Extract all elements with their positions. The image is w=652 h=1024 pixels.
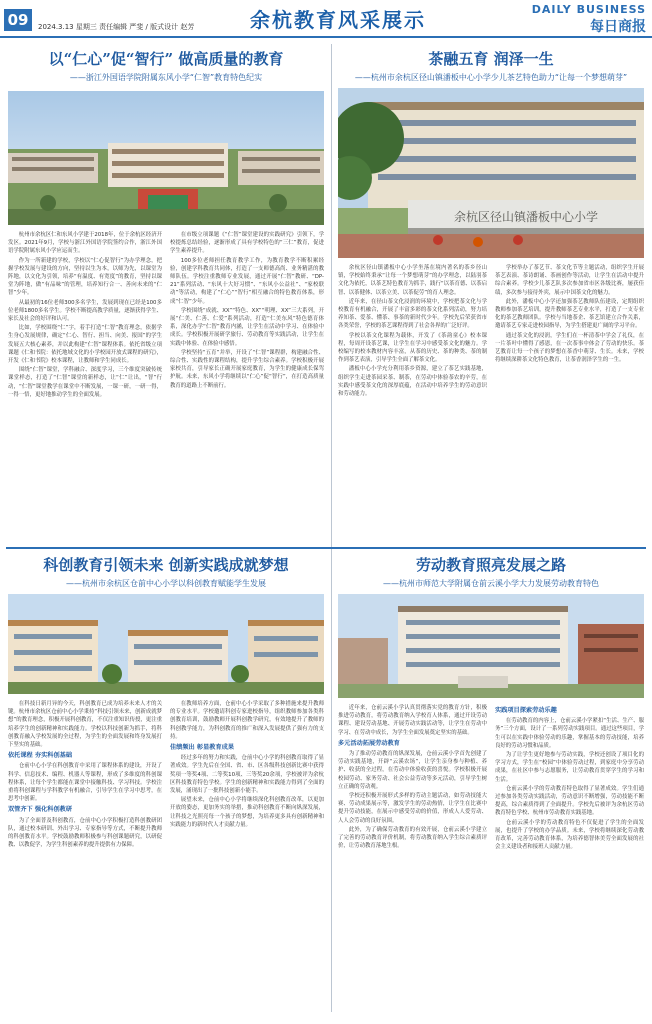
article-laodong	[338, 554, 644, 1016]
body-column	[170, 700, 324, 850]
body-column	[170, 231, 324, 400]
body-paragraph: 此外，潘板中心小学还加强茶艺教师队伍建设，定期组织教师参加茶艺培训，提升教师茶艺专业水平，打造了一支专业化的茶艺教师团队。学校与当地茶企、茶艺馆建立合作关系，邀请茶艺专家走进校园指导，为学生搭建更广阔的学习平台。	[495, 298, 644, 330]
body-paragraph: 展望未来，仓前中心小学将继续深化科创教育改革，以更加开放的姿态，更加务实的举措，推动科创教育不断向纵深发展，让科技之光照亮每一个孩子的梦想，为培养更多具有创新精神和实践能力的新时代人才贡献力量。	[170, 797, 324, 828]
body-paragraph: 仓前云溪小学的劳动教育特色不仅促进了学生的全面发展，也提升了学校的办学品质。未来，学校将继续深化劳动教育改革，完善劳动教育体系，为培养德智体美劳全面发展的社会主义建设者和接班人贡献力量。	[495, 819, 644, 851]
section-divider	[6, 547, 646, 549]
body-paragraph: 仓前中心小学在科创教育中采用了课程体系的建设，开设了科学、信息技术、编程、机器人等课程，形成了多维度的科创课程体系，让每个学生都能在课堂中接触科技、学习科技。学校注重将科创课程与学科教学有机融合，引导学生在学习中思考，在思考中创新。	[8, 763, 162, 803]
body-paragraph: 通过茶文化的浸润，学生们在一杯清茶中学会了礼仪，在一片茶叶中懂得了感恩，在一次茶事中体会了劳动的快乐。茶艺教育让每一个孩子的梦想在茶香中萌芽、生长。未来，学校将继续深耕茶文化特色教育，让茶香润泽学生的一生。	[495, 332, 644, 364]
school-sign-text: 余杭区径山镇潘板中心小学	[453, 210, 599, 224]
brand-english: DAILY BUSINESS	[531, 3, 646, 16]
article-chayi	[338, 48, 644, 542]
body-paragraph: 围绕“仁智”课堂，学科融合、深度学习，三个维度突破传统课堂样态，打造了“仁智”课堂的新样态，让“仁”让出，“智”行动，“仁智”课堂教学在课堂中不断发展，一课一研，一研一得，一得一悟，更好地推动学生的全面发展。	[8, 367, 162, 398]
body-paragraph: 经过多年的努力和实践，仓前中心小学的科创教育取得了显著成效。学生先后在全国、省、市、区各级科技创新比赛中获得奖项一等奖4项、二等奖10项、三等奖20余项，学校被评为余杭区科技教育特色学校。学生的创新精神和实践能力得到了全面的发展，涌现出了一批科技创新小能手。	[170, 755, 324, 795]
body-paragraph: 作为一所新建的学校，学校以“仁心促智行”为办学理念，把握学校发展与建设的方向，坚持以生为本，以师为先，以课堂为阵地，以文化为引领，培养“有温度、有宽度”的教育，坚持以课堂为阵地，做“有品味”的管理，培养知行合一、善向未来的“仁智”少年。	[8, 257, 162, 297]
body-paragraph: 在科技日新月异的今天，科创教育已成为培养未来人才的关键。杭州市余杭区仓前中心小学秉持“科技引领未来，创新成就梦想”的教育理念，积极开展科创教育，不仅注重知识传授，更注重培养学生的创新精神和实践能力。学校以科技创新为抓手，将科创教育融入学校发展的全过程，为学生的全面发展和终身发展打下坚实的基础。	[8, 701, 162, 749]
body-column	[495, 264, 644, 399]
campus-photo	[8, 91, 324, 225]
body-paragraph: 从最初的16位老师300多名学生，发展到现在已经是100多位老师1800多名学生。学校不断提高教学质量，逐渐获得学生、家长及社会的好评和认可。	[8, 299, 162, 323]
article-body	[8, 700, 324, 850]
article-body	[8, 231, 324, 400]
article-subtitle: ——杭州市师范大学附属仓前云溪小学大力发展劳动教育特色	[383, 579, 599, 588]
body-paragraph: 此外，为了确保劳动教育的有效开展，仓前云溪小学建立了完善的劳动教育评价机制，将劳动教育纳入学生综合素质评价，让劳动教育落地生根。	[338, 826, 487, 850]
section-heading: 多元活动拓展劳动教育	[338, 739, 400, 747]
body-paragraph: 在劳动教育的内容上，仓前云溪小学紧扣“生活、生产、服务”三个方面，设计了一系列劳动实践项目。通过这些项目，学生可以在实践中体验劳动的乐趣，掌握基本的劳动技能，培养良好的劳动习惯和品质。	[495, 718, 644, 749]
article-title: 劳动教育照亮发展之路	[415, 556, 566, 574]
article-kechuang	[8, 554, 324, 1016]
body-paragraph: 仓前云溪小学的劳动教育特色取得了显著成效。学生们通过参加各类劳动实践活动，劳动意识不断增强，劳动技能不断提高，综合素质得到了全面提升。学校先后被评为余杭区劳动教育特色学校、杭州市劳动教育实践基地。	[495, 785, 644, 817]
article-subtitle: ——杭州市余杭区径山镇潘板中心小学少儿茶艺特色助力“让每一个梦想萌芽”	[354, 73, 628, 82]
campus-photo	[8, 594, 324, 694]
body-paragraph: 学校举办了茶艺节、茶文化节等主题活动，组织学生开展茶艺表演、茶诗朗诵、茶画创作等活动，让学生在活动中提升综合素养。学校少儿茶艺队多次参加省市区各级比赛，屡获佳绩，多次参与接待外宾，展示中国茶文化的魅力。	[495, 265, 644, 296]
school-building-image	[338, 88, 644, 258]
campus-photo	[338, 594, 644, 698]
section-heading: 依托课程 夯实科创基础	[8, 752, 73, 760]
section-title: 余杭教育风采展示	[250, 8, 426, 32]
section-heading: 实践项目探索劳动乐趣	[495, 707, 557, 714]
body-column	[8, 700, 162, 850]
article-subtitle: ——杭州市余杭区仓前中心小学以科创教育赋能学生发展	[66, 579, 266, 588]
school-photo	[338, 88, 644, 258]
page-number: 09	[4, 9, 32, 31]
section-heading: 佳绩频出 彰显教育成果	[170, 744, 235, 752]
page-header	[0, 0, 652, 40]
issue-meta: 2024.3.13 星期三 责任编辑 严斐 / 版式设计 赵芳	[38, 23, 195, 31]
body-paragraph: 潘板中心小学充分利用茶乡资源，建立了茶艺实践基地，组织学生走进茶园采茶、制茶，在劳动中体验茶农的辛劳，在实践中感受茶文化的深厚底蕴，在活动中培养学生的劳动意识和劳动能力。	[338, 366, 487, 398]
body-paragraph: 为了让学生更好地参与劳动实践，学校还创设了项目化的学习方式，学生在“校园”中体验劳动过程，到家庭中分享劳动成果，在社区中参与志愿服务，让劳动教育贯穿学生的学习和生活。	[495, 752, 644, 783]
body-column	[338, 704, 487, 852]
body-paragraph: 在市级立项课题《“仁智”课堂建设的实践研究》引领下，学校提炼总结经验，逐渐形成了具有学校特色的“三仁”教育，促进学生素养提升。	[170, 232, 324, 255]
campus-aerial-image	[8, 91, 324, 225]
body-paragraph: 学校围绕“成就、XX”“特色、XX”“明理、XX”三大系列，开展“仁美、仁善、仁爱”系列活动，打造“仁美东风”特色德育体系，深化办学“仁智”教育内涵，让学生在活动中学习、在体验中成长。学校积极开展研学旅行、劳动教育等实践活动，让学生在实践中体验、在体验中感悟。	[170, 307, 324, 347]
article-subtitle: ——浙江外国语学院附属东风小学“仁智”教育特色纪实	[69, 73, 263, 82]
body-paragraph: 比如，学校围绕“仁”字，着手打造“仁智”教育理念，依据学生身心发展规律，确定“仁心、智行、担当、向美、报国”的学生发展五大核心素养，并以此构建“仁智”课程体系。依托省级立项课题《仁和书院：依托地域文化的小学校园开放式课程的研究》，开发《仁和书院》校本课程，让教师和学生同成长。	[8, 325, 162, 365]
brand-chinese: 每日商报	[590, 19, 646, 35]
body-paragraph: 100多位老师担任教育教学工作，为教育教学不断积累经验，创建学科教育共同体，打造了一支师德高尚、业务精湛的教师队伍。学校注重教师专业发展，通过开展“仁智”教研、“DP-21”系列活动、“东风十大好习惯”、“东风小公益社”、“家校联动”等活动，构建了“仁心”“智行”相互融合的特色教育体系，形成“仁智”少年。	[170, 257, 324, 305]
body-column	[8, 231, 162, 400]
body-paragraph: 学校还积极开展形式多样的劳动主题活动，如劳动技能大赛、劳动成果展示等，激发学生的劳动热情，让学生在比赛中提升劳动技能，在展示中感受劳动的价值，形成人人爱劳动、人人会劳动的良好氛围。	[338, 793, 487, 824]
column-divider	[331, 44, 332, 1012]
body-paragraph: 近年来，仓前云溪小学认真贯彻落实党的教育方针，积极推进劳动教育，将劳动教育纳入学校育人体系，通过开设劳动课程、建设劳动基地、开展劳动实践活动等，让学生在劳动中学习、在劳动中成长，为学生全面发展奠定坚实的基础。	[338, 705, 487, 736]
body-paragraph: 近年来，在径山茶文化浸润的环境中，学校把茶文化与学校教育有机融合，开展了丰富多彩的茶文化系列活动，努力培养知茶、爱茶、懂茶、事茶的新时代少年。学校先后荣获省市各类荣誉，学校的茶艺课程得到了社会各界的广泛好评。	[338, 298, 487, 330]
body-paragraph: 为了推动劳动教育的纵深发展，仓前云溪小学首先创建了劳动实践基地，开辟“云溪农场”，让学生亲身参与种植、养护、收获的全过程，在劳动中体验收获的喜悦。学校积极开展校园劳动、家务劳动、社会公益劳动等多元活动，引导学生树立正确的劳动观。	[338, 751, 487, 790]
article-title: 科创教育引领未来 创新实践成就梦想	[43, 556, 289, 574]
teaching-building-image	[8, 594, 324, 694]
article-title: 茶融五育 润泽一生	[428, 50, 554, 68]
article-body	[338, 264, 644, 399]
school-gate-image	[338, 594, 644, 698]
body-paragraph: 杭州市余杭区仁和东风小学建于2018年，位于余杭区经济开发区。2021年9月，学校与浙江外国语学院签约合作，浙江外国语学院附属东风小学应运而生。	[8, 232, 162, 255]
body-column	[338, 264, 487, 399]
body-paragraph: 为了全面普及科创教育，仓前中心小学积极打造科创教研团队，通过校本研训、外出学习、专家指导等方式，不断提升教师的科创教育水平。学校鼓励教师积极参与科创课题研究，以研促教、以教促学，为学生科创素养的提升提供有力保障。	[8, 817, 162, 849]
header-rule	[0, 36, 652, 38]
body-paragraph: 学校坚持“五育”并举，开设了“仁智”课程群，构建融合性、综合性、实践性的课程结构，提升学生综合素养。学校积极开展家校共育，引导家长正确开展家庭教育，为学生的健康成长保驾护航。未来，东风小学将继续以“仁心”促“智行”，在打造高质量教育的道路上不断前行。	[170, 349, 324, 389]
body-paragraph: 在教师培养方面，仓前中心小学采取了多种措施来提升教师的专业水平。学校邀请科创专家进校指导，组织教师参加各类科创教育培训，鼓励教师开展科创教学研究，有效地提升了教师的科创教学能力，为科创教育的推广和深入发展提供了强有力的支持。	[170, 701, 324, 740]
article-body	[338, 704, 644, 852]
section-heading: 双管齐下 强化科创教研	[8, 806, 73, 814]
article-title: 以“仁心”促“智行” 做高质量的教育	[48, 50, 284, 68]
body-column	[495, 704, 644, 852]
article-renxin	[8, 48, 324, 542]
body-paragraph: 余杭区径山镇潘板中心小学坐落在境内著名的茶乡径山镇，学校始终秉承“让每一个梦想萌芽”的办学理念，以陆羽茶文化为依托，以茶艺特色教育为抓手，践行“以茶育德、以茶启智、以茶健体、以茶立美、以茶促劳”的育人理念。	[338, 265, 487, 296]
body-paragraph: 学校以茶文化课程为载体，开发了《茶韵童心》校本课程，每周开设茶艺课，让学生在学习中感受茶文化的魅力。学校编写的校本教材内容丰富，从茶的历史、茶的种类、茶的制作到茶艺表演，引导学生全面了解茶文化。	[338, 332, 487, 364]
